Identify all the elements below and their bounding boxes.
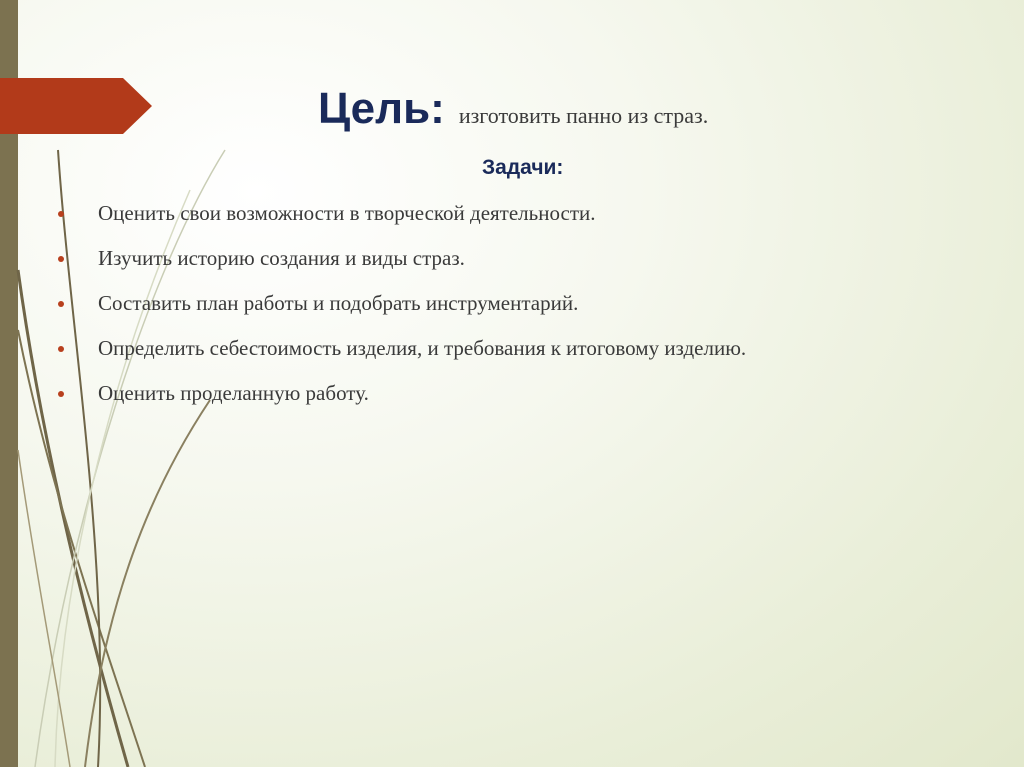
goal-text: изготовить панно из страз. [458,103,709,128]
slide-title [318,84,708,134]
task-text: Определить себестоимость изделия, и требования к итоговому изделию. [98,336,747,360]
list-item [58,378,746,423]
list-item [58,198,746,243]
bullet-icon [58,256,64,262]
list-item [58,243,746,288]
bullet-icon [58,391,64,397]
bullet-icon [58,301,64,307]
red-arrow-banner [0,78,152,134]
task-text: Составить план работы и подобрать инструментарий. [98,291,579,315]
task-text: Изучить историю создания и виды страз. [98,246,465,270]
bullet-icon [58,346,64,352]
list-item [58,333,746,378]
task-text: Оценить проделанную работу. [98,381,369,405]
task-list [58,198,746,423]
bullet-icon [58,211,64,217]
list-item [58,288,746,333]
title-label: Цель: [318,84,445,133]
tasks-heading: Задачи: [482,156,564,179]
task-text: Оценить свои возможности в творческой деятельности. [98,201,596,225]
